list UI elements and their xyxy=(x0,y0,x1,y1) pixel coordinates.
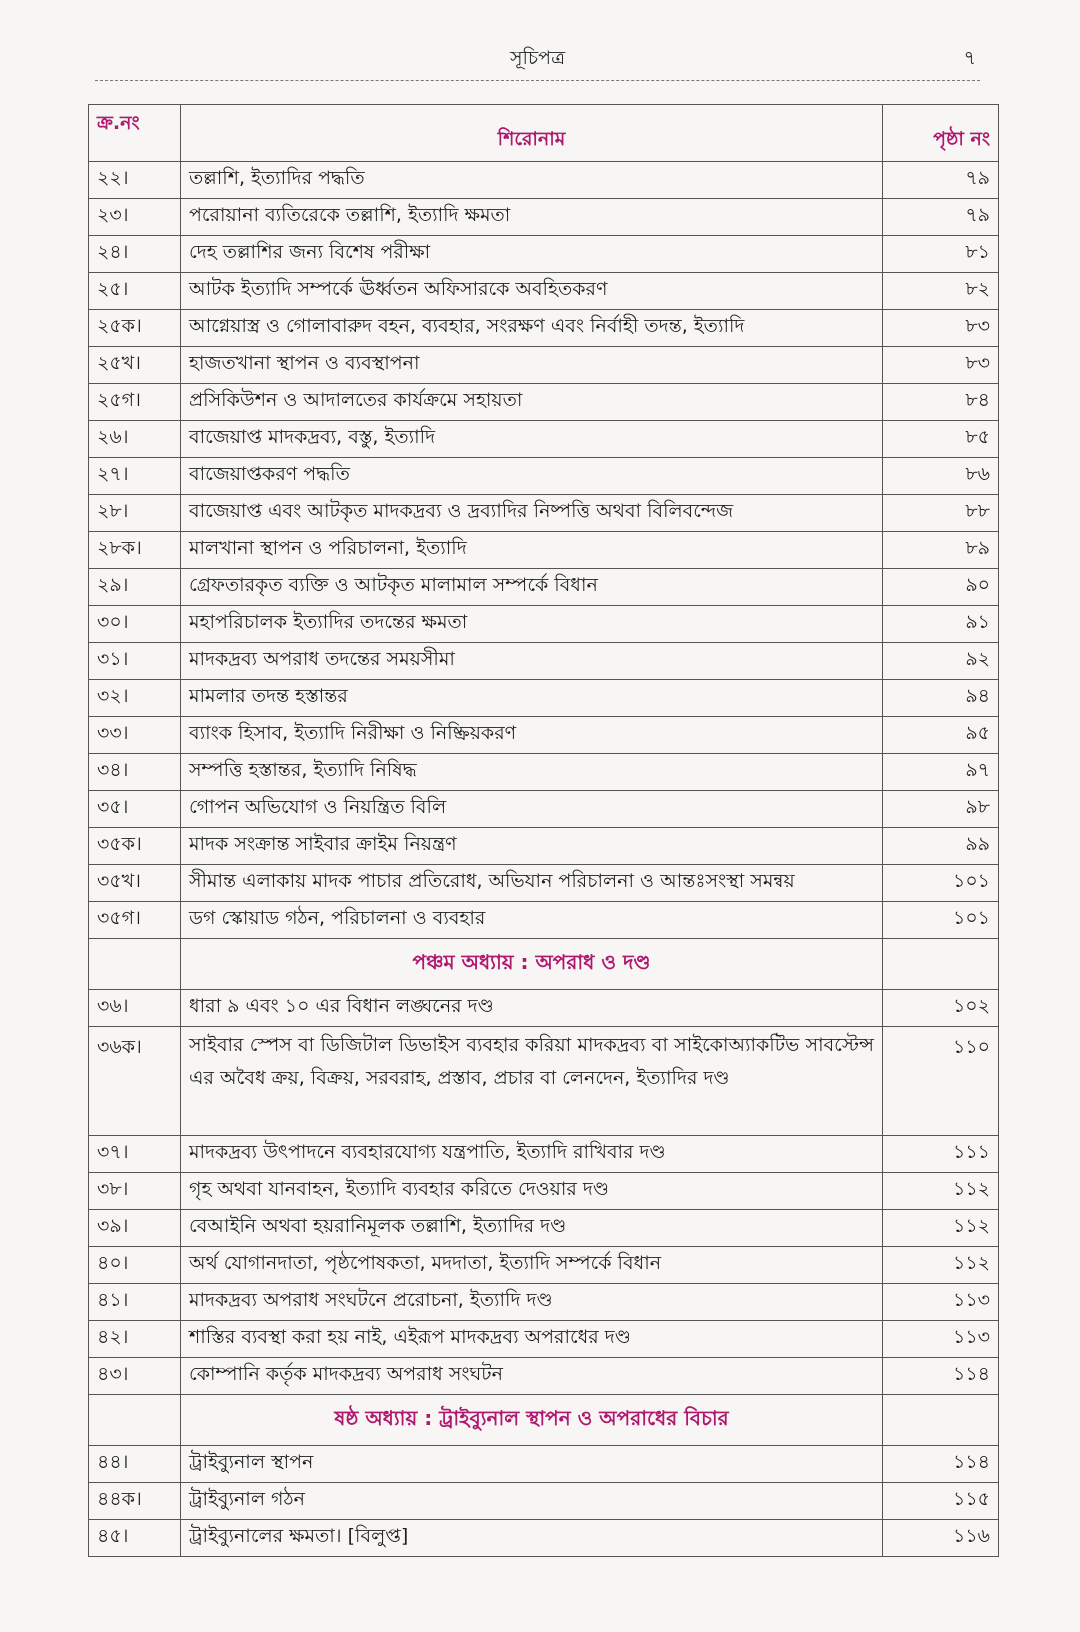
section-title: মাদকদ্রব্য উৎপাদনে ব্যবহারযোগ্য যন্ত্রপাতি, ইত্যাদি রাখিবার দণ্ড xyxy=(181,1136,883,1173)
section-number: ২৮। xyxy=(89,495,181,532)
section-number: ৪০। xyxy=(89,1247,181,1284)
table-row xyxy=(89,865,999,902)
section-number: ২৬। xyxy=(89,421,181,458)
page-ref: ১০১ xyxy=(883,865,999,902)
chapter-heading-row xyxy=(89,939,999,990)
chapter-empty-cell xyxy=(883,939,999,990)
table-row xyxy=(89,569,999,606)
section-title: মালখানা স্থাপন ও পরিচালনা, ইত্যাদি xyxy=(181,532,883,569)
section-title: মাদকদ্রব্য অপরাধ সংঘটনে প্ররোচনা, ইত্যাদি দণ্ড xyxy=(181,1284,883,1321)
section-title: ডগ স্কোয়াড গঠন, পরিচালনা ও ব্যবহার xyxy=(181,902,883,939)
page-header xyxy=(95,40,980,81)
page-ref: ১১৩ xyxy=(883,1321,999,1358)
section-number: ২৯। xyxy=(89,569,181,606)
page-ref: ৮৮ xyxy=(883,495,999,532)
table-row xyxy=(89,828,999,865)
page-ref: ৭৯ xyxy=(883,199,999,236)
section-title: হাজতখানা স্থাপন ও ব্যবস্থাপনা xyxy=(181,347,883,384)
section-number: ৩৪। xyxy=(89,754,181,791)
page-ref: ৮২ xyxy=(883,273,999,310)
running-title: সূচিপত্র xyxy=(509,47,566,69)
section-number: ২৫খ। xyxy=(89,347,181,384)
section-title: পরোয়ানা ব্যতিরেকে তল্লাশি, ইত্যাদি ক্ষমতা xyxy=(181,199,883,236)
section-title: তল্লাশি, ইত্যাদির পদ্ধতি xyxy=(181,162,883,199)
page-ref: ১০২ xyxy=(883,990,999,1027)
section-number: ৩৫। xyxy=(89,791,181,828)
page-ref: ৮৩ xyxy=(883,347,999,384)
section-number: ৩৯। xyxy=(89,1210,181,1247)
section-number: ৩৫খ। xyxy=(89,865,181,902)
section-title: ট্রাইব্যুনালের ক্ষমতা। [বিলুপ্ত] xyxy=(181,1520,883,1557)
section-number: ২৩। xyxy=(89,199,181,236)
section-title: মাদকদ্রব্য অপরাধ তদন্তের সময়সীমা xyxy=(181,643,883,680)
page-ref: ৯২ xyxy=(883,643,999,680)
table-row xyxy=(89,1483,999,1520)
chapter-empty-cell xyxy=(89,1395,181,1446)
table-row xyxy=(89,606,999,643)
section-title: ট্রাইব্যুনাল স্থাপন xyxy=(181,1446,883,1483)
table-row xyxy=(89,421,999,458)
table-row xyxy=(89,273,999,310)
page-ref: ৯৪ xyxy=(883,680,999,717)
page-ref: ৮৯ xyxy=(883,532,999,569)
table-row xyxy=(89,384,999,421)
column-header-no: ক্র.নং xyxy=(89,105,181,162)
table-row xyxy=(89,1247,999,1284)
section-title: বাজেয়াপ্ত এবং আটকৃত মাদকদ্রব্য ও দ্রব্যাদির নিষ্পত্তি অথবা বিলিবন্দেজ xyxy=(181,495,883,532)
table-row xyxy=(89,680,999,717)
table-row xyxy=(89,1520,999,1557)
page-ref: ৮৪ xyxy=(883,384,999,421)
section-number: ৪৪। xyxy=(89,1446,181,1483)
section-title: সম্পত্তি হস্তান্তর, ইত্যাদি নিষিদ্ধ xyxy=(181,754,883,791)
table-row xyxy=(89,1027,999,1136)
page-ref: ১১২ xyxy=(883,1173,999,1210)
section-number: ৩১। xyxy=(89,643,181,680)
chapter-5-title: পঞ্চম অধ্যায় : অপরাধ ও দণ্ড xyxy=(181,939,883,990)
table-row xyxy=(89,717,999,754)
table-row xyxy=(89,347,999,384)
page-ref: ৯৮ xyxy=(883,791,999,828)
section-number: ৩৫ক। xyxy=(89,828,181,865)
page-ref: ১১৪ xyxy=(883,1358,999,1395)
table-row xyxy=(89,990,999,1027)
table-row xyxy=(89,1210,999,1247)
column-header-page: পৃষ্ঠা নং xyxy=(883,105,999,162)
table-row xyxy=(89,310,999,347)
section-title: গৃহ অথবা যানবাহন, ইত্যাদি ব্যবহার করিতে দেওয়ার দণ্ড xyxy=(181,1173,883,1210)
table-row xyxy=(89,1358,999,1395)
section-title: ব্যাংক হিসাব, ইত্যাদি নিরীক্ষা ও নিষ্ক্রিয়করণ xyxy=(181,717,883,754)
page-ref: ১১২ xyxy=(883,1210,999,1247)
section-number: ৪২। xyxy=(89,1321,181,1358)
section-title: সীমান্ত এলাকায় মাদক পাচার প্রতিরোধ, অভিযান পরিচালনা ও আন্তঃসংস্থা সমন্বয় xyxy=(181,865,883,902)
page-number: ৭ xyxy=(963,47,976,69)
section-number: ৩৬। xyxy=(89,990,181,1027)
section-number: ২৫ক। xyxy=(89,310,181,347)
page-ref: ১১৩ xyxy=(883,1284,999,1321)
chapter-heading-row xyxy=(89,1395,999,1446)
page-ref: ৮৩ xyxy=(883,310,999,347)
section-number: ৩৬ক। xyxy=(89,1027,181,1136)
section-title: ট্রাইব্যুনাল গঠন xyxy=(181,1483,883,1520)
table-row xyxy=(89,532,999,569)
page-ref: ৯১ xyxy=(883,606,999,643)
section-number: ২৪। xyxy=(89,236,181,273)
page-ref: ১১৬ xyxy=(883,1520,999,1557)
section-number: ৪৪ক। xyxy=(89,1483,181,1520)
section-title: সাইবার স্পেস বা ডিজিটাল ডিভাইস ব্যবহার করিয়া মাদকদ্রব্য বা সাইকোঅ্যাকটিভ সাবস্টেন্স এর অবৈধ ক্রয়, বিক্রয়, সরবরাহ, প্রস্তাব, প্রচার বা লেনদেন, ইত্যাদির দণ্ড xyxy=(181,1027,883,1136)
table-row xyxy=(89,1173,999,1210)
table-row xyxy=(89,791,999,828)
page-ref: ১১৪ xyxy=(883,1446,999,1483)
table-row xyxy=(89,643,999,680)
table-row xyxy=(89,902,999,939)
page-ref: ১১২ xyxy=(883,1247,999,1284)
table-row xyxy=(89,1136,999,1173)
section-number: ৩৮। xyxy=(89,1173,181,1210)
section-title: আগ্নেয়াস্ত্র ও গোলাবারুদ বহন, ব্যবহার, সংরক্ষণ এবং নির্বাহী তদন্ত, ইত্যাদি xyxy=(181,310,883,347)
page-ref: ৯৫ xyxy=(883,717,999,754)
table-row xyxy=(89,495,999,532)
section-title: মামলার তদন্ত হস্তান্তর xyxy=(181,680,883,717)
section-number: ২৫। xyxy=(89,273,181,310)
section-number: ৩৭। xyxy=(89,1136,181,1173)
section-title: প্রসিকিউশন ও আদালতের কার্যক্রমে সহায়তা xyxy=(181,384,883,421)
page-ref: ৮৫ xyxy=(883,421,999,458)
page-ref: ৯০ xyxy=(883,569,999,606)
section-number: ২২। xyxy=(89,162,181,199)
chapter-empty-cell xyxy=(89,939,181,990)
section-number: ৪৩। xyxy=(89,1358,181,1395)
table-row xyxy=(89,199,999,236)
table-row xyxy=(89,236,999,273)
page-ref: ৯৯ xyxy=(883,828,999,865)
section-title: মাদক সংক্রান্ত সাইবার ক্রাইম নিয়ন্ত্রণ xyxy=(181,828,883,865)
section-number: ৩২। xyxy=(89,680,181,717)
page-ref: ১১৫ xyxy=(883,1483,999,1520)
section-number: ৪১। xyxy=(89,1284,181,1321)
section-title: আটক ইত্যাদি সম্পর্কে ঊর্ধ্বতন অফিসারকে অবহিতকরণ xyxy=(181,273,883,310)
chapter-empty-cell xyxy=(883,1395,999,1446)
table-row xyxy=(89,1446,999,1483)
section-title: বাজেয়াপ্তকরণ পদ্ধতি xyxy=(181,458,883,495)
section-title: দেহ তল্লাশির জন্য বিশেষ পরীক্ষা xyxy=(181,236,883,273)
section-number: ২৭। xyxy=(89,458,181,495)
section-title: বাজেয়াপ্ত মাদকদ্রব্য, বস্তু, ইত্যাদি xyxy=(181,421,883,458)
section-title: গ্রেফতারকৃত ব্যক্তি ও আটকৃত মালামাল সম্পর্কে বিধান xyxy=(181,569,883,606)
section-number: ৪৫। xyxy=(89,1520,181,1557)
table-row xyxy=(89,162,999,199)
section-title: ধারা ৯ এবং ১০ এর বিধান লঙ্ঘনের দণ্ড xyxy=(181,990,883,1027)
table-header-row xyxy=(89,105,999,162)
page-ref: ১১১ xyxy=(883,1136,999,1173)
section-number: ৩০। xyxy=(89,606,181,643)
section-number: ৩৫গ। xyxy=(89,902,181,939)
section-title: মহাপরিচালক ইত্যাদির তদন্তের ক্ষমতা xyxy=(181,606,883,643)
section-title: শাস্তির ব্যবস্থা করা হয় নাই, এইরূপ মাদকদ্রব্য অপরাধের দণ্ড xyxy=(181,1321,883,1358)
page-ref: ১০১ xyxy=(883,902,999,939)
table-row xyxy=(89,1284,999,1321)
table-row xyxy=(89,458,999,495)
section-title: অর্থ যোগানদাতা, পৃষ্ঠপোষকতা, মদদাতা, ইত্যাদি সম্পর্কে বিধান xyxy=(181,1247,883,1284)
table-row xyxy=(89,754,999,791)
chapter-6-title: ষষ্ঠ অধ্যায় : ট্রাইব্যুনাল স্থাপন ও অপরাধের বিচার xyxy=(181,1395,883,1446)
table-row xyxy=(89,1321,999,1358)
page-ref: ৮৬ xyxy=(883,458,999,495)
section-number: ২৫গ। xyxy=(89,384,181,421)
section-number: ৩৩। xyxy=(89,717,181,754)
page-ref: ৯৭ xyxy=(883,754,999,791)
section-title: বেআইনি অথবা হয়রানিমূলক তল্লাশি, ইত্যাদির দণ্ড xyxy=(181,1210,883,1247)
page-ref: ৭৯ xyxy=(883,162,999,199)
section-number: ২৮ক। xyxy=(89,532,181,569)
column-header-title: শিরোনাম xyxy=(181,105,883,162)
section-title: কোম্পানি কর্তৃক মাদকদ্রব্য অপরাধ সংঘটন xyxy=(181,1358,883,1395)
section-title: গোপন অভিযোগ ও নিয়ন্ত্রিত বিলি xyxy=(181,791,883,828)
contents-table xyxy=(88,104,999,1557)
page-ref: ৮১ xyxy=(883,236,999,273)
page-ref: ১১০ xyxy=(883,1027,999,1136)
